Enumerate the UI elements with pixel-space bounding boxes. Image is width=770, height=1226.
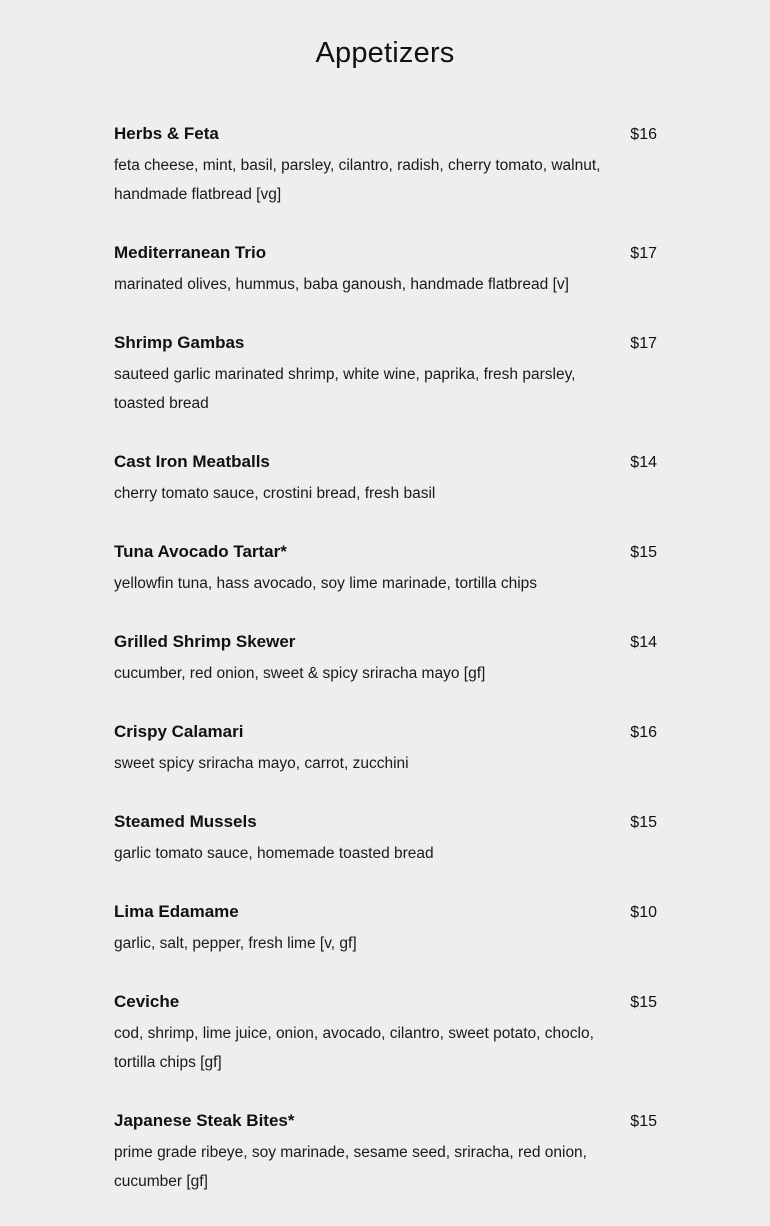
menu-item-header	[114, 718, 657, 747]
menu-item-name: Shrimp Gambas	[114, 333, 245, 352]
menu-item-name: Tuna Avocado Tartar*	[114, 542, 287, 561]
menu-item-price: $16	[630, 126, 657, 143]
menu-item-header	[114, 898, 657, 927]
menu-item-header	[114, 808, 657, 837]
menu-item-description: cod, shrimp, lime juice, onion, avocado, cilantro, sweet potato, choclo, tortilla chips [gf]	[114, 1025, 594, 1071]
menu-item-description: prime grade ribeye, soy marinade, sesame seed, sriracha, red onion, cucumber [gf]	[114, 1144, 587, 1190]
menu-item	[114, 120, 657, 209]
menu-list	[114, 120, 657, 1226]
menu-item	[114, 718, 657, 778]
menu-item	[114, 1107, 657, 1196]
menu-item-description: cherry tomato sauce, crostini bread, fresh basil	[114, 485, 436, 502]
menu-item-description: cucumber, red onion, sweet & spicy sriracha mayo [gf]	[114, 665, 486, 682]
menu-item-description: sauteed garlic marinated shrimp, white wine, paprika, fresh parsley, toasted bread	[114, 366, 576, 412]
menu-item-price: $17	[630, 335, 657, 352]
menu-item-description: garlic, salt, pepper, fresh lime [v, gf]	[114, 935, 357, 952]
menu-item	[114, 808, 657, 868]
menu-item-header	[114, 448, 657, 477]
menu-item-name: Grilled Shrimp Skewer	[114, 632, 296, 651]
menu-item	[114, 988, 657, 1077]
menu-item	[114, 329, 657, 418]
menu-item-header	[114, 1107, 657, 1136]
menu-item-name: Cast Iron Meatballs	[114, 452, 270, 471]
menu-item-header	[114, 239, 657, 268]
menu-item-header	[114, 538, 657, 567]
menu-item	[114, 628, 657, 688]
page-title: Appetizers	[315, 37, 455, 69]
menu-item	[114, 239, 657, 299]
menu-item-name: Steamed Mussels	[114, 812, 257, 831]
menu-item	[114, 538, 657, 598]
menu-item	[114, 898, 657, 958]
menu-item-name: Crispy Calamari	[114, 722, 244, 741]
menu-item	[114, 448, 657, 508]
menu-item-header	[114, 988, 657, 1017]
menu-item-price: $16	[630, 724, 657, 741]
menu-item-price: $14	[630, 454, 657, 471]
menu-item-price: $10	[630, 904, 657, 921]
menu-item-name: Lima Edamame	[114, 902, 239, 921]
menu-item-price: $15	[630, 994, 657, 1011]
menu-item-price: $15	[630, 1113, 657, 1130]
menu-item-description: sweet spicy sriracha mayo, carrot, zucchini	[114, 755, 409, 772]
menu-item-name: Ceviche	[114, 992, 180, 1011]
menu-item-description: garlic tomato sauce, homemade toasted bread	[114, 845, 434, 862]
menu-item-name: Mediterranean Trio	[114, 243, 267, 262]
menu-item-header	[114, 120, 657, 149]
menu-item-description: feta cheese, mint, basil, parsley, cilantro, radish, cherry tomato, walnut, handmade flatbread [vg]	[114, 157, 601, 203]
menu-item-price: $17	[630, 245, 657, 262]
menu-item-price: $14	[630, 634, 657, 651]
menu-item-header	[114, 628, 657, 657]
menu-item-price: $15	[630, 814, 657, 831]
menu-item-name: Japanese Steak Bites*	[114, 1111, 295, 1130]
menu-item-name: Herbs & Feta	[114, 124, 219, 143]
menu-item-price: $15	[630, 544, 657, 561]
menu-item-description: marinated olives, hummus, baba ganoush, handmade flatbread [v]	[114, 276, 569, 293]
menu-item-header	[114, 329, 657, 358]
menu-item-description: yellowfin tuna, hass avocado, soy lime marinade, tortilla chips	[114, 575, 538, 592]
